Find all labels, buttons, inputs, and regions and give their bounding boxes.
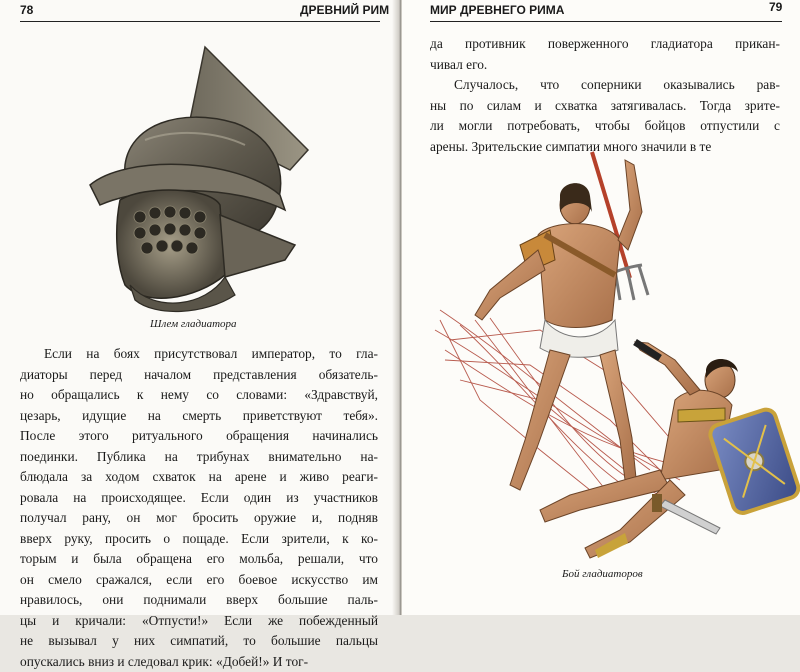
body-text [430, 34, 780, 157]
page-number: 79 [769, 0, 782, 14]
text-line: он смело сражался, если его боевое искусство им [20, 570, 378, 591]
text-line: цы и кричали: «Отпусти!» Если же побежденный [20, 611, 378, 632]
figure-caption: Бой гладиаторов [562, 568, 643, 580]
text-line: но обращались к нему со словами: «Здравствуй, [20, 385, 378, 406]
text-line: ровала на происходящее. Если один из участников [20, 488, 378, 509]
text-line: ны по силам и схватка затягивалась. Тогда зрите- [430, 96, 780, 117]
body-text [20, 344, 378, 672]
text-line: нравилось, они поднимали вверх большие паль- [20, 590, 378, 611]
text-line: После этого ритуального обращения начинались [20, 426, 378, 447]
text-line: поединки. Публика на трибунах внимательно на- [20, 447, 378, 468]
text-line: Случалось, что соперники оказывались рав- [430, 75, 780, 96]
text-line: получал рану, он мог бросить оружие и, подняв [20, 508, 378, 529]
text-line: да противник поверженного гладиатора прикан- [430, 34, 780, 55]
text-line: ли могли потребовать, чтобы бойцов отпустили с [430, 116, 780, 137]
running-title: ДРЕВНИЙ РИМ [300, 3, 389, 17]
text-line: торым и была обращена его мольба, решали, что [20, 549, 378, 570]
text-line: диаторы перед началом представления обязатель- [20, 365, 378, 386]
running-title: МИР ДРЕВНЕГО РИМА [430, 3, 564, 17]
page-number: 78 [20, 3, 33, 17]
left-page [0, 0, 398, 615]
text-line: чивал его. [430, 55, 780, 76]
text-line: вверх руку, просить о пощаде. Если зрители, к ко- [20, 529, 378, 550]
gladiator-helmet-illustration [85, 45, 310, 315]
text-line: не вызывал у них симпатий, то большие пальцы [20, 631, 378, 652]
text-line: Если на боях присутствовал император, то гла- [20, 344, 378, 365]
text-line: опускались вниз и следовал крик: «Добей!» И тог- [20, 652, 378, 672]
header-rule [430, 21, 782, 22]
text-line: арены. Зрительские симпатии много значили в те [430, 137, 780, 158]
text-line: блюдала за ходом схваток на арене и живо реаги- [20, 467, 378, 488]
gladiator-fight-illustration [420, 150, 790, 570]
figure-caption: Шлем гладиатора [150, 318, 237, 330]
text-line: цезарь, идущие на смерть приветствуют тебя». [20, 406, 378, 427]
right-page [402, 0, 800, 615]
header-rule [20, 21, 380, 22]
